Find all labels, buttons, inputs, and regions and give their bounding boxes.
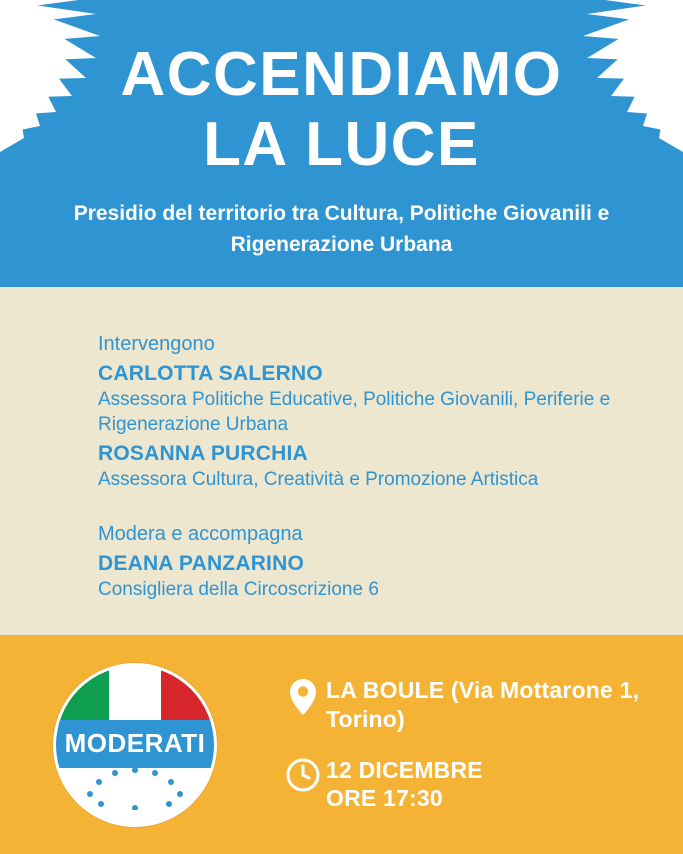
logo-area xyxy=(0,663,270,827)
moderati-logo xyxy=(53,663,217,827)
page-title-line-2: LA LUCE xyxy=(203,110,480,179)
moderator-name: DEANA PANZARINO xyxy=(98,551,304,575)
speakers-intro-label: Intervengono xyxy=(98,333,215,355)
location-text: LA BOULE (Via Mottarone 1, Torino) xyxy=(326,677,640,732)
datetime-text xyxy=(326,756,483,814)
date-text: 12 DICEMBRE xyxy=(326,756,483,783)
speaker-name-1: CARLOTTA SALERNO xyxy=(98,362,323,385)
italian-flag-icon xyxy=(56,666,214,726)
eu-stars-icon xyxy=(56,764,214,814)
time-text: ORE 17:30 xyxy=(326,785,443,812)
moderator-role: Consigliera della Circoscrizione 6 xyxy=(98,579,379,601)
speaker-role-2: Assessora Cultura, Creatività e Promozione Artistica xyxy=(98,469,539,491)
event-details xyxy=(270,676,683,813)
logo-text: MODERATI xyxy=(64,728,206,758)
clock-icon xyxy=(280,756,326,792)
poster-footer xyxy=(0,635,683,854)
location-row xyxy=(280,676,683,734)
moderator-intro-label: Modera e accompagna xyxy=(98,522,303,545)
page-subtitle: Presidio del territorio tra Cultura, Politiche Giovanili e Rigenerazione Urbana xyxy=(73,202,610,256)
title-block xyxy=(0,0,683,260)
logo-name-band xyxy=(56,720,214,768)
speaker-name-2: ROSANNA PURCHIA xyxy=(98,441,308,465)
speaker-role-1: Assessora Politiche Educative, Politiche Giovanili, Periferie e Rigenerazione Urbana xyxy=(98,389,611,436)
map-pin-icon xyxy=(280,676,326,716)
page-title-line-1: ACCENDIAMO xyxy=(120,40,563,109)
poster-header xyxy=(0,0,683,287)
speakers-section xyxy=(0,287,683,635)
section-spacer xyxy=(98,495,683,521)
datetime-row xyxy=(280,756,683,814)
